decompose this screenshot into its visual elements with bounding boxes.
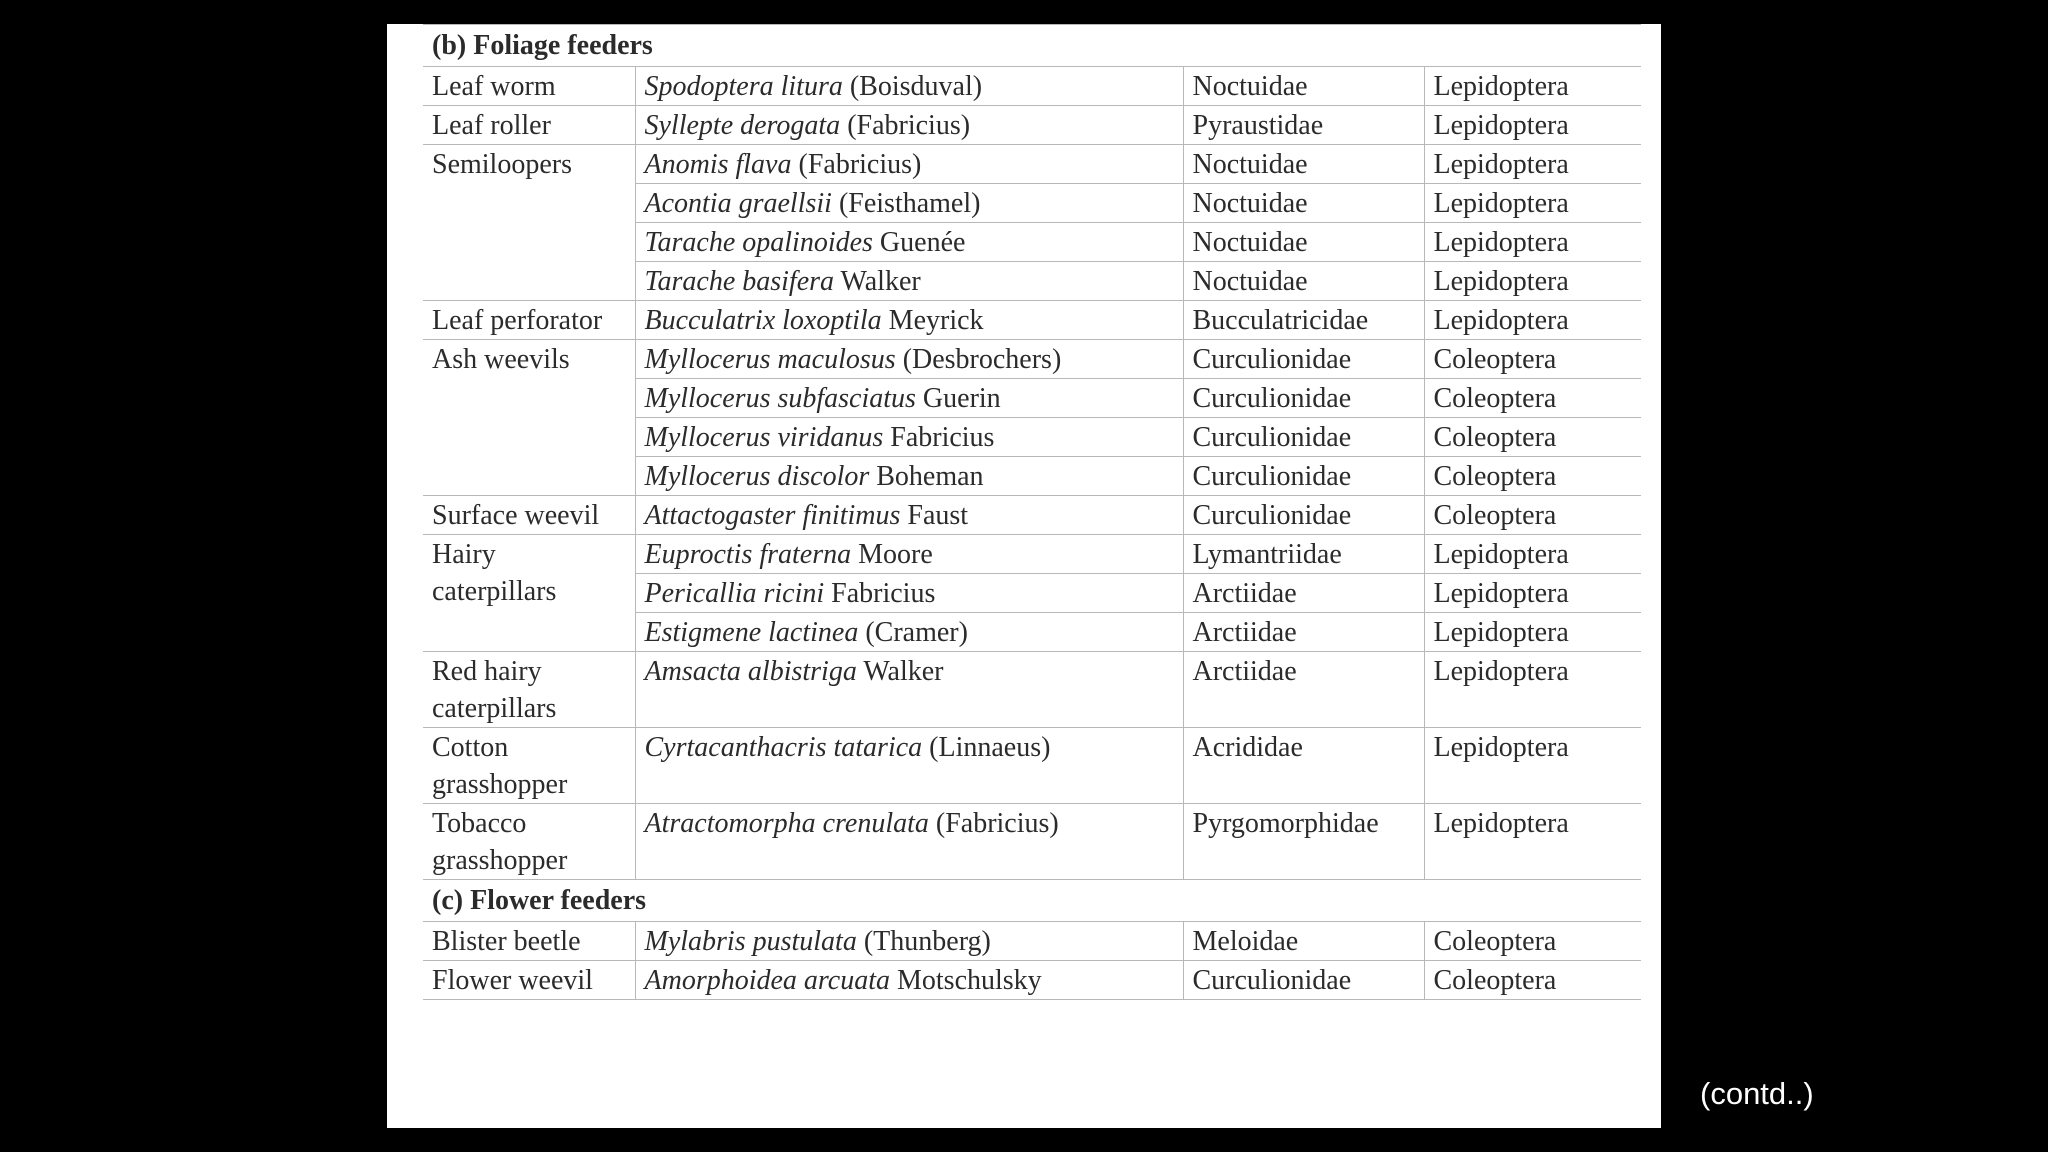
species-name: Anomis flava: [644, 149, 792, 180]
species-author: (Cramer): [865, 617, 968, 648]
table-row: [423, 496, 1641, 535]
order-cell: Lepidoptera: [1424, 535, 1641, 574]
family-cell: Pyraustidae: [1183, 106, 1424, 145]
table-row: [423, 106, 1641, 145]
species-author: Guenée: [879, 227, 966, 258]
species-author: Meyrick: [888, 305, 984, 336]
scientific-name-cell: [635, 496, 1183, 535]
scientific-name-cell: [635, 728, 1183, 804]
species-author: Fabricius: [890, 422, 995, 453]
common-name-cell: Ash weevils: [423, 340, 635, 496]
scientific-name-cell: [635, 106, 1183, 145]
family-cell: Acrididae: [1183, 728, 1424, 804]
order-cell: Coleoptera: [1424, 418, 1641, 457]
table-row: [423, 961, 1641, 1000]
order-cell: Coleoptera: [1424, 379, 1641, 418]
order-cell: Lepidoptera: [1424, 804, 1641, 880]
species-name: Tarache basifera: [644, 266, 835, 297]
section-title: (c) Flower feeders: [423, 880, 1641, 922]
species-name: Amsacta albistriga: [644, 656, 857, 687]
scientific-name-cell: [635, 535, 1183, 574]
order-cell: Lepidoptera: [1424, 301, 1641, 340]
scientific-name-cell: [635, 804, 1183, 880]
scientific-name-cell: [635, 223, 1183, 262]
species-name: Myllocerus viridanus: [644, 422, 884, 453]
scientific-name-cell: [635, 67, 1183, 106]
species-name: Mylabris pustulata: [644, 926, 857, 957]
continued-note: (contd..): [1700, 1076, 1814, 1111]
order-cell: Lepidoptera: [1424, 574, 1641, 613]
scientific-name-cell: [635, 613, 1183, 652]
family-cell: Noctuidae: [1183, 262, 1424, 301]
order-cell: Lepidoptera: [1424, 652, 1641, 728]
section-title: (b) Foliage feeders: [423, 25, 1641, 67]
order-cell: Lepidoptera: [1424, 223, 1641, 262]
pest-table-body: [423, 25, 1641, 1000]
order-cell: Lepidoptera: [1424, 184, 1641, 223]
common-name-cell: Semiloopers: [423, 145, 635, 301]
table-row: [423, 67, 1641, 106]
scientific-name-cell: [635, 145, 1183, 184]
species-name: Euproctis fraterna: [644, 539, 852, 570]
scientific-name-cell: [635, 418, 1183, 457]
species-author: (Thunberg): [863, 926, 991, 957]
species-author: (Boisduval): [849, 71, 983, 102]
common-name-cell: Red hairy caterpillars: [423, 652, 635, 728]
family-cell: Arctiidae: [1183, 613, 1424, 652]
table-row: [423, 652, 1641, 728]
order-cell: Coleoptera: [1424, 340, 1641, 379]
species-name: Myllocerus subfasciatus: [644, 383, 916, 414]
species-author: (Desbrochers): [902, 344, 1062, 375]
family-cell: Arctiidae: [1183, 652, 1424, 728]
family-cell: Curculionidae: [1183, 418, 1424, 457]
species-author: (Fabricius): [935, 808, 1059, 839]
order-cell: Lepidoptera: [1424, 262, 1641, 301]
species-name: Acontia graellsii: [644, 188, 832, 219]
family-cell: Noctuidae: [1183, 184, 1424, 223]
scientific-name-cell: [635, 961, 1183, 1000]
family-cell: Curculionidae: [1183, 496, 1424, 535]
species-author: Walker: [863, 656, 944, 687]
table-row: [423, 301, 1641, 340]
table-row: [423, 145, 1641, 184]
family-cell: Curculionidae: [1183, 379, 1424, 418]
scientific-name-cell: [635, 301, 1183, 340]
species-name: Amorphoidea arcuata: [644, 965, 890, 996]
common-name-cell: Flower weevil: [423, 961, 635, 1000]
order-cell: Coleoptera: [1424, 457, 1641, 496]
common-name-cell: Cotton grasshopper: [423, 728, 635, 804]
species-author: Fabricius: [831, 578, 936, 609]
common-name-cell: Hairy caterpillars: [423, 535, 635, 652]
common-name-cell: Leaf worm: [423, 67, 635, 106]
species-name: Syllepte derogata: [644, 110, 841, 141]
family-cell: Noctuidae: [1183, 67, 1424, 106]
scientific-name-cell: [635, 457, 1183, 496]
scientific-name-cell: [635, 922, 1183, 961]
species-name: Tarache opalinoides: [644, 227, 873, 258]
table-sheet: [387, 24, 1661, 1128]
species-author: Moore: [858, 539, 933, 570]
species-name: Atractomorpha crenulata: [644, 808, 929, 839]
species-author: Boheman: [876, 461, 984, 492]
order-cell: Coleoptera: [1424, 496, 1641, 535]
family-cell: Bucculatricidae: [1183, 301, 1424, 340]
family-cell: Lymantriidae: [1183, 535, 1424, 574]
family-cell: Pyrgomorphidae: [1183, 804, 1424, 880]
table-row: [423, 728, 1641, 804]
section-header: [423, 880, 1641, 922]
species-name: Attactogaster finitimus: [644, 500, 901, 531]
family-cell: Meloidae: [1183, 922, 1424, 961]
order-cell: Lepidoptera: [1424, 728, 1641, 804]
family-cell: Noctuidae: [1183, 145, 1424, 184]
scientific-name-cell: [635, 652, 1183, 728]
order-cell: Coleoptera: [1424, 922, 1641, 961]
order-cell: Lepidoptera: [1424, 106, 1641, 145]
common-name-cell: Blister beetle: [423, 922, 635, 961]
species-author: Motschulsky: [897, 965, 1042, 996]
common-name-cell: Tobacco grasshopper: [423, 804, 635, 880]
scientific-name-cell: [635, 262, 1183, 301]
table-row: [423, 804, 1641, 880]
family-cell: Curculionidae: [1183, 457, 1424, 496]
scientific-name-cell: [635, 574, 1183, 613]
species-name: Spodoptera litura: [644, 71, 843, 102]
scientific-name-cell: [635, 379, 1183, 418]
family-cell: Arctiidae: [1183, 574, 1424, 613]
pest-table: [423, 24, 1641, 1000]
scientific-name-cell: [635, 340, 1183, 379]
table-row: [423, 922, 1641, 961]
species-name: Myllocerus maculosus: [644, 344, 896, 375]
section-header: [423, 25, 1641, 67]
order-cell: Lepidoptera: [1424, 145, 1641, 184]
species-author: (Feisthamel): [838, 188, 981, 219]
species-author: Guerin: [922, 383, 1001, 414]
order-cell: Lepidoptera: [1424, 67, 1641, 106]
common-name-cell: Surface weevil: [423, 496, 635, 535]
common-name-cell: Leaf roller: [423, 106, 635, 145]
order-cell: Coleoptera: [1424, 961, 1641, 1000]
species-author: Faust: [907, 500, 969, 531]
species-author: (Fabricius): [847, 110, 971, 141]
species-name: Cyrtacanthacris tatarica: [644, 732, 923, 763]
species-name: Bucculatrix loxoptila: [644, 305, 882, 336]
family-cell: Noctuidae: [1183, 223, 1424, 262]
species-author: Walker: [840, 266, 921, 297]
family-cell: Curculionidae: [1183, 340, 1424, 379]
order-cell: Lepidoptera: [1424, 613, 1641, 652]
species-name: Estigmene lactinea: [644, 617, 859, 648]
species-name: Pericallia ricini: [644, 578, 825, 609]
family-cell: Curculionidae: [1183, 961, 1424, 1000]
common-name-cell: Leaf perforator: [423, 301, 635, 340]
species-author: (Fabricius): [798, 149, 922, 180]
table-row: [423, 535, 1641, 574]
scientific-name-cell: [635, 184, 1183, 223]
species-author: (Linnaeus): [929, 732, 1051, 763]
table-row: [423, 340, 1641, 379]
species-name: Myllocerus discolor: [644, 461, 870, 492]
